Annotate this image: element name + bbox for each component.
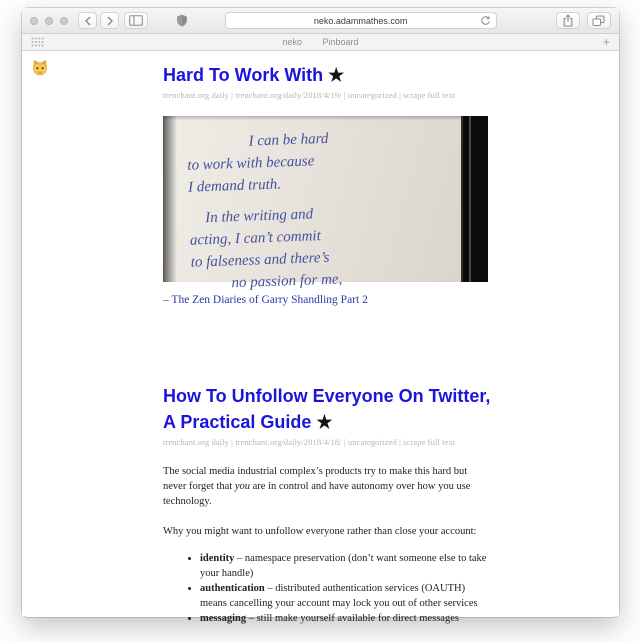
star-icon: ★ xyxy=(328,65,345,85)
post2-title-line2: A Practical Guide xyxy=(163,412,312,432)
bullet-term: messaging xyxy=(200,613,247,624)
bullet-text: – namespace preservation (don’t want someone else to take your handle) xyxy=(200,553,487,579)
post2 xyxy=(163,383,491,626)
handwriting-line: I can be hard xyxy=(248,130,329,150)
content-blocker-shield-icon[interactable] xyxy=(176,14,188,27)
share-icon xyxy=(562,14,574,27)
reload-button[interactable] xyxy=(480,15,491,27)
back-button[interactable] xyxy=(78,12,97,29)
history-nav-group xyxy=(78,12,119,29)
bullet-term: identity xyxy=(200,553,235,564)
toolbar-right-buttons xyxy=(556,12,611,29)
favorites-bar xyxy=(22,34,619,51)
post2-title xyxy=(163,383,491,435)
page-content xyxy=(22,51,619,624)
bookmark-pinboard[interactable]: Pinboard xyxy=(322,37,359,47)
handwriting-line: acting, I can’t commit xyxy=(189,228,322,249)
cat-face-icon xyxy=(31,58,49,76)
handwriting-line: no passion for me, xyxy=(231,271,343,292)
post1-title-link[interactable]: Hard To Work With xyxy=(163,65,324,85)
zoom-window-button[interactable] xyxy=(60,17,68,25)
close-window-button[interactable] xyxy=(30,17,38,25)
bullet-term: authentication xyxy=(200,583,265,594)
emphasized-word: you xyxy=(234,481,250,492)
list-item xyxy=(200,551,488,581)
browser-toolbar xyxy=(22,8,619,34)
post1-meta: trenchant.org daily | trenchant.org/daily/2018/4/19/ | uncategorized | scrape full text xyxy=(163,90,456,100)
caption-link[interactable]: – The Zen Diaries of Garry Shandling Part 2 xyxy=(163,294,368,306)
handwriting-line: In the writing and xyxy=(204,206,314,227)
handwriting-line: to work with because xyxy=(187,153,315,174)
new-tab-button[interactable]: + xyxy=(602,35,610,49)
sidebar-toggle-button[interactable] xyxy=(124,12,148,29)
paragraph-text: are in control and have autonomy over how you use technology. xyxy=(163,481,471,507)
forward-button[interactable] xyxy=(100,12,119,29)
photo-notebook-edge xyxy=(461,116,488,282)
sidebar-icon xyxy=(129,15,143,26)
handwriting-photo xyxy=(163,116,488,292)
post2-title-line1: How To Unfollow Everyone On Twitter, xyxy=(163,386,491,406)
post1-caption xyxy=(163,294,488,306)
chevron-left-icon xyxy=(84,16,92,26)
post2-bullet-list xyxy=(163,551,488,626)
bullet-text: – still make yourself available for direct messages xyxy=(246,613,459,624)
handwriting-line: I demand truth. xyxy=(187,176,282,196)
safari-window xyxy=(22,8,619,624)
handwriting-line: to falseness and there’s xyxy=(190,249,330,271)
handwriting-text xyxy=(186,123,462,295)
reload-icon xyxy=(480,15,491,27)
favorites-items xyxy=(22,37,619,47)
post2-meta: trenchant.org daily | trenchant.org/daily/2018/4/18/ | uncategorized | scrape full text xyxy=(163,437,456,447)
post-column xyxy=(163,51,491,626)
address-bar[interactable] xyxy=(225,12,497,29)
list-item xyxy=(200,581,488,611)
url-text: neko.adammathes.com xyxy=(313,15,408,26)
cat-emoji[interactable] xyxy=(31,58,49,76)
chevron-right-icon xyxy=(106,16,114,26)
post2-paragraph-1 xyxy=(163,464,488,509)
photo-left-shadow xyxy=(163,116,177,282)
post2-paragraph-2: Why you might want to unfollow everyone rather than close your account: xyxy=(163,526,477,537)
window-controls xyxy=(30,17,68,25)
bullet-text: – distributed authentication services (OAUTH) means cancelling your account may lock you out of other services xyxy=(200,583,478,609)
tab-overview-button[interactable] xyxy=(587,12,611,29)
paragraph-text: The social media industrial complex’s products try to make this hard but never forget that xyxy=(163,466,468,492)
post1-title xyxy=(163,62,488,88)
list-item xyxy=(200,611,488,626)
star-icon: ★ xyxy=(316,412,333,432)
bookmark-neko[interactable]: neko xyxy=(282,37,302,47)
minimize-window-button[interactable] xyxy=(45,17,53,25)
shield-icon xyxy=(176,14,188,27)
share-button[interactable] xyxy=(556,12,580,29)
tab-overview-icon xyxy=(592,15,605,27)
